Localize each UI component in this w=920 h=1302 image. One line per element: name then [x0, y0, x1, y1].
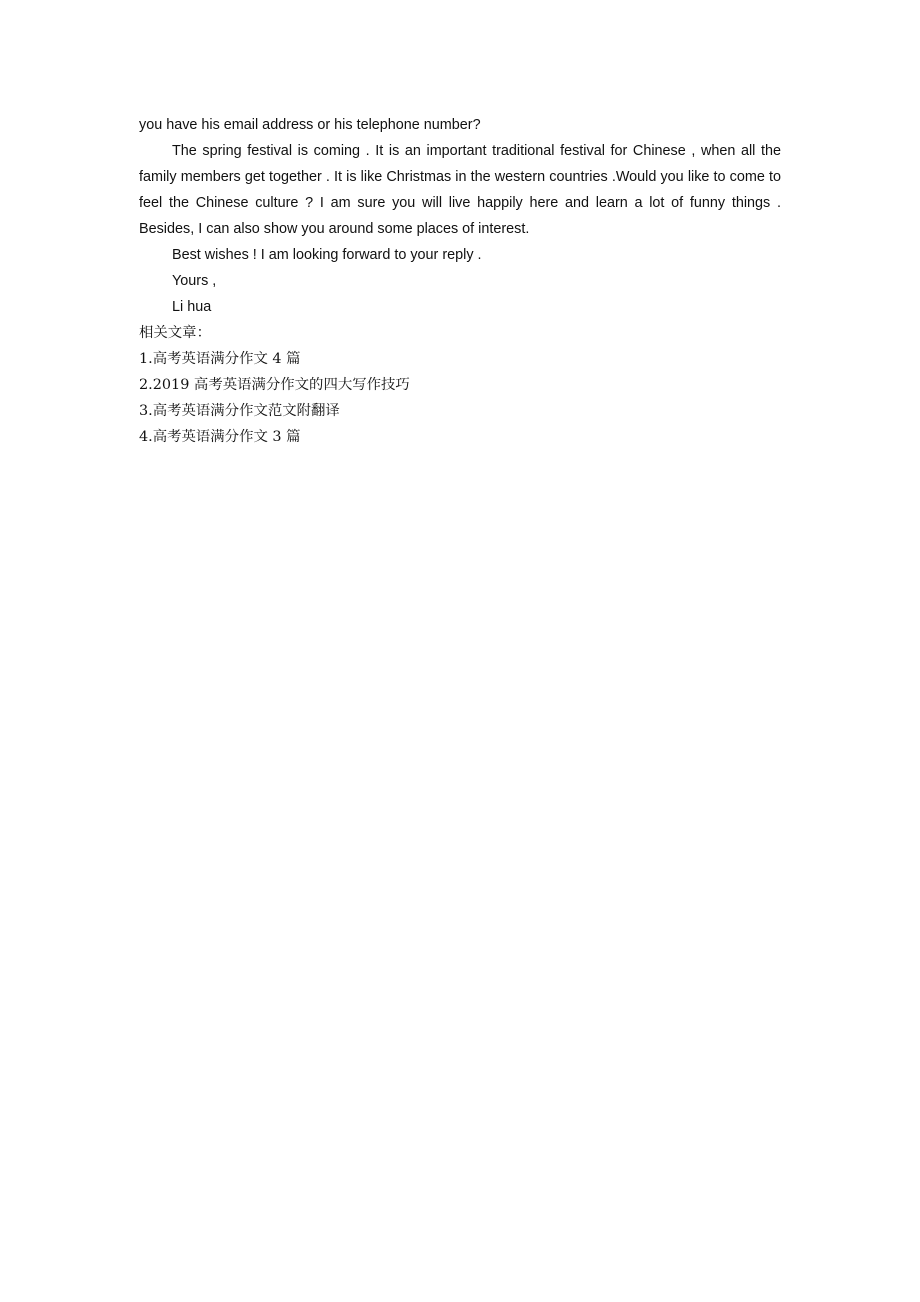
- letter-signature: Li hua: [172, 299, 212, 315]
- letter-main-paragraph: The spring festival is coming . It is an important traditional festival for Chinese , when all the family members get together . It is like Christmas in the western countries .Would you like to come to feel the Chinese culture ? I am sure you will live happily here and learn a lot of funny things . Besides, I can also show you around some places of interest.: [139, 143, 781, 237]
- letter-line-continuation: you have his email address or his telephone number?: [139, 117, 481, 133]
- document-content: [139, 112, 781, 450]
- letter-closing-wishes: Best wishes ! I am looking forward to your reply .: [172, 247, 482, 263]
- related-articles-heading: 相关文章：: [139, 325, 211, 341]
- related-article-link-3[interactable]: 3.高考英语满分作文范文附翻译: [139, 403, 340, 419]
- related-article-link-1[interactable]: 1.高考英语满分作文 4 篇: [139, 351, 301, 367]
- related-article-link-2[interactable]: 2.2019 高考英语满分作文的四大写作技巧: [139, 377, 410, 393]
- related-articles-list: [139, 346, 781, 450]
- letter-sign-off: Yours ,: [172, 273, 217, 289]
- related-article-link-4[interactable]: 4.高考英语满分作文 3 篇: [139, 429, 301, 445]
